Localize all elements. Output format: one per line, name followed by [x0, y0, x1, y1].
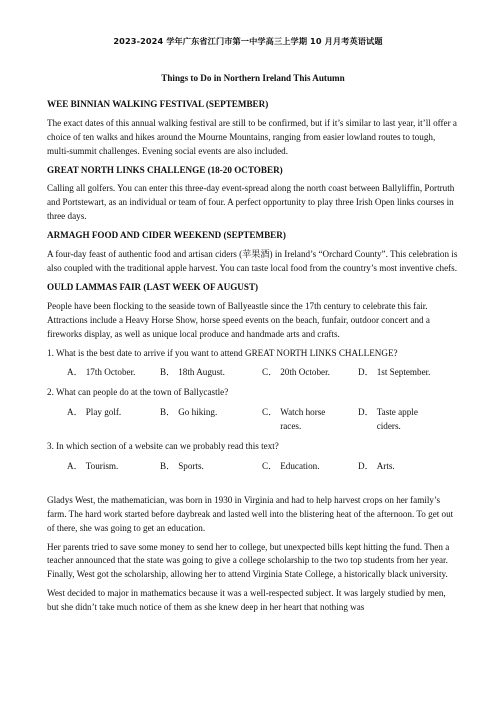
option-letter: D． — [358, 460, 374, 471]
option-b — [160, 460, 262, 474]
option-text: Watch horse races. — [280, 407, 326, 432]
document-body — [47, 72, 459, 620]
answer-options — [67, 366, 459, 380]
option-text: Sports. — [178, 460, 204, 471]
option-text: Tourism. — [85, 460, 119, 471]
option-b — [160, 406, 262, 434]
option-a — [67, 406, 160, 434]
option-letter: C． — [262, 460, 278, 471]
question-stem: 1. What is the best date to arrive if you want to attend GREAT NORTH LINKS CHALLENGE? — [47, 347, 398, 358]
option-letter: C． — [262, 367, 278, 378]
option-c — [262, 460, 358, 474]
question-stem: 2. What can people do at the town of Ballycastle? — [47, 387, 229, 398]
option-text: Arts. — [376, 460, 395, 471]
passage-paragraph: Gladys West, the mathematician, was born in 1930 in Virginia and had to help harvest crops on her family’s farm. The hard work started before daybreak and lasted well into the blistering heat of the afternoon. To get out of there, she was going to get an education. — [47, 494, 454, 533]
section-heading: OULD LAMMAS FAIR (LAST WEEK OF AUGUST) — [47, 281, 259, 292]
option-letter: C． — [262, 407, 278, 418]
section-heading: ARMAGH FOOD AND CIDER WEEKEND (SEPTEMBER) — [47, 230, 286, 241]
option-letter: B． — [160, 460, 176, 471]
section-heading: WEE BINNIAN WALKING FESTIVAL (SEPTEMBER) — [47, 98, 269, 109]
option-text: Taste apple ciders. — [376, 407, 418, 432]
option-text: 1st September. — [376, 367, 431, 378]
section-heading: GREAT NORTH LINKS CHALLENGE (18-20 OCTOBER) — [47, 164, 283, 175]
option-d — [358, 366, 448, 380]
section-paragraph: People have been flocking to the seaside town of Ballyeastle since the 17th century to celebrate this fair. Attractions include a Heavy Horse Show, horse speed events on the beach, funfair, outdoor concert and a fireworks display, as well as unique local produce and handmade arts and crafts. — [47, 300, 430, 339]
option-text: 18th August. — [178, 367, 225, 378]
option-c — [262, 406, 358, 434]
option-letter: A． — [67, 460, 83, 471]
option-text: Play golf. — [85, 407, 122, 418]
option-c — [262, 366, 358, 380]
passage-title: Things to Do in Northern Ireland This Autumn — [161, 73, 345, 83]
section-paragraph: Calling all golfers. You can enter this three-day event-spread along the north coast between Ballyliffin, Portruth and Portstewart, as an individual or team of four. A perfect opportunity to play three Irish Open links courses in three days. — [47, 183, 455, 222]
section-paragraph: A four-day feast of authentic food and artisan ciders (苹果酒) in Ireland’s “Orchard County”. This celebration is also coupled with the traditional apple harvest. You can taste local food from the country’s most inventive chefs. — [47, 249, 458, 273]
option-letter: A． — [67, 407, 83, 418]
option-b — [160, 366, 262, 380]
answer-options — [67, 460, 459, 474]
exam-header-title: 2023-2024 学年广东省江门市第一中学高三上学期 10 月月考英语试题 — [113, 36, 383, 46]
option-text: 20th October. — [280, 367, 330, 378]
option-a — [67, 460, 160, 474]
option-a — [67, 366, 160, 380]
option-letter: B． — [160, 367, 176, 378]
question-stem: 3. In which section of a website can we probably read this text? — [47, 441, 279, 452]
section-spacer — [47, 480, 459, 494]
answer-options — [67, 406, 459, 434]
option-letter: D． — [358, 407, 374, 418]
section-paragraph: The exact dates of this annual walking festival are still to be confirmed, but if it’s similar to last year, it’ll offer a choice of ten walks and hikes around the Mourne Mountains, ranging from easier lowland routes to tough, multi-summit challenges. Evening social events are also included. — [47, 117, 457, 156]
option-d — [358, 460, 448, 474]
option-text: 17th October. — [85, 367, 136, 378]
option-d — [358, 406, 448, 434]
option-text: Education. — [280, 460, 320, 471]
option-letter: A． — [67, 367, 83, 378]
passage-paragraph: West decided to major in mathematics because it was a well-respected subject. It was largely studied by men, but she didn’t take much notice of them as she knew deep in her heart that nothing was — [47, 588, 446, 613]
option-letter: D． — [358, 367, 374, 378]
passage-paragraph: Her parents tried to save some money to send her to college, but unexpected bills kept hitting the fund. Then a teacher announced that the state was going to give a college scholarship to the two top students from her year. Finally, West got the scholarship, allowing her to attend Virginia State College, a historically black university. — [47, 541, 450, 580]
option-text: Go hiking. — [178, 407, 218, 418]
option-letter: B． — [160, 407, 176, 418]
